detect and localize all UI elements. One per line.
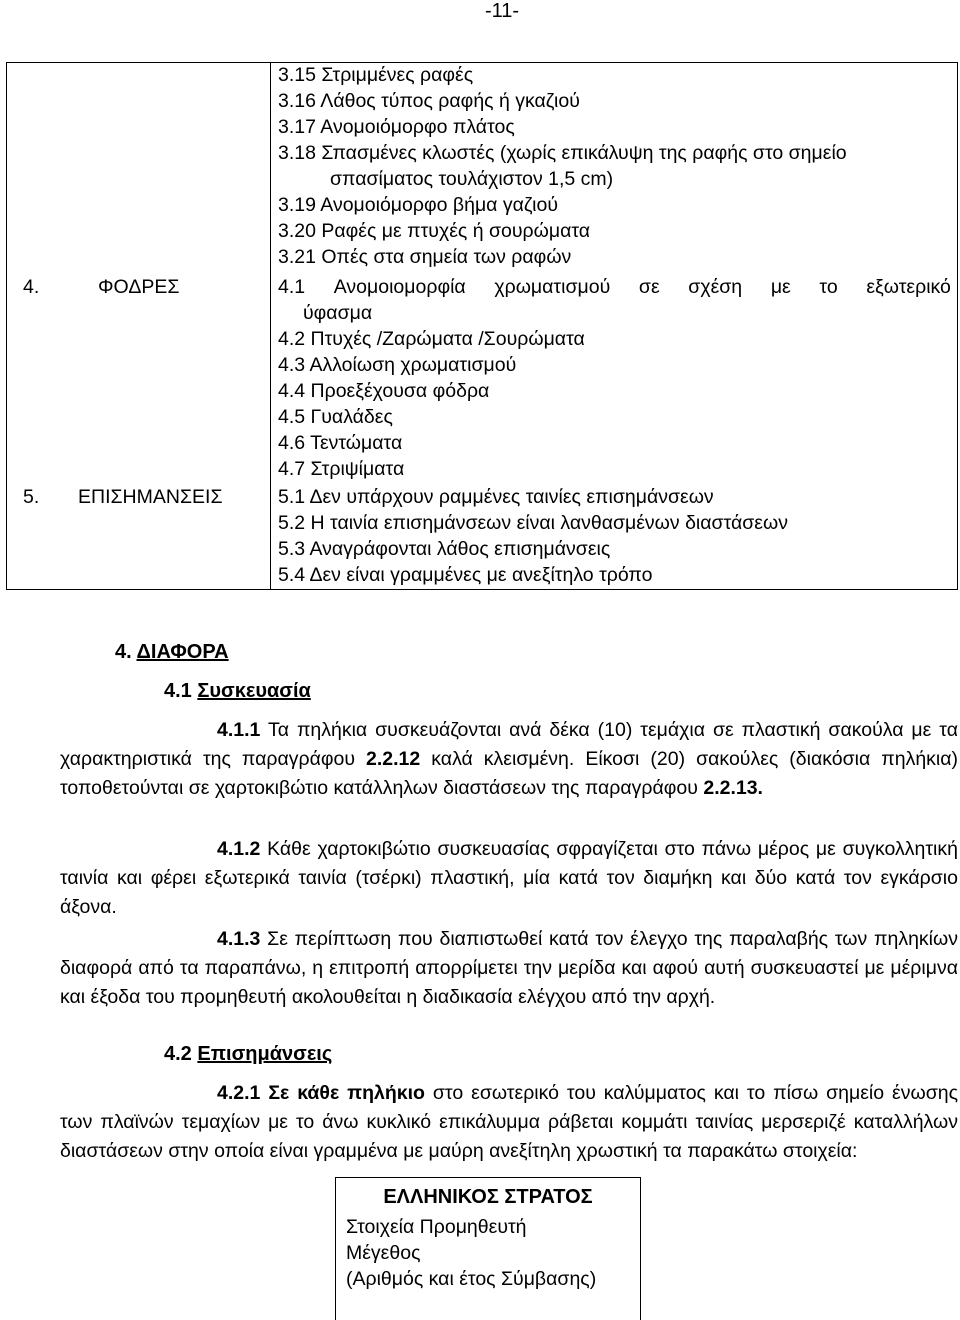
list-item: 4.6 Τεντώματα	[278, 432, 403, 454]
list-item: 5.2 Η ταινία επισημάνσεων είναι λανθασμένων διαστάσεων	[278, 512, 788, 534]
list-item: σπασίματος τουλάχιστον 1,5 cm)	[330, 168, 614, 190]
label-box-line: (Αριθμός και έτος Σύμβασης)	[346, 1268, 597, 1290]
list-item: 3.16 Λάθος τύπος ραφής ή γκαζιού	[278, 90, 580, 112]
table-row-4-number: 4.	[23, 276, 40, 298]
section-heading: 4. ΔΙΑΦΟΡΑ	[115, 641, 229, 663]
list-item: 3.20 Ραφές με πτυχές ή σουρώματα	[278, 220, 591, 242]
table-row-3-items	[278, 62, 847, 270]
table-row-4-item-1: 4.1 Ανομοιομορφία χρωματισμού σε σχέση με το εξωτερικό	[278, 276, 951, 298]
page-number: -11-	[485, 0, 520, 22]
list-item: 5.3 Αναγράφονται λάθος επισημάνσεις	[278, 538, 611, 560]
list-item: 5.4 Δεν είναι γραμμένες με ανεξίτηλο τρόπο	[278, 564, 653, 586]
list-item: 3.21 Οπές στα σημεία των ραφών	[278, 246, 572, 268]
list-item: 3.18 Σπασμένες κλωστές (χωρίς επικάλυψη της ραφής στο σημείο	[278, 142, 847, 164]
list-item: 3.17 Ανομοιόμορφο πλάτος	[278, 116, 515, 138]
table-row-5-items	[278, 484, 788, 588]
label-sample-box	[335, 1177, 641, 1320]
list-item: 4.7 Στριψίματα	[278, 458, 405, 480]
label-box-title: ΕΛΛΗΝΙΚΟΣ ΣΤΡΑΤΟΣ	[383, 1186, 593, 1208]
list-item: 5.1 Δεν υπάρχουν ραμμένες ταινίες επισημάνσεων	[278, 486, 714, 508]
paragraph-4-1-3: 4.1.3 Σε περίπτωση που διαπιστωθεί κατά τον έλεγχο της παραλαβής των πηληκίων διαφορά από τα παραπάνω, η επιτροπή απορρίμετει την μερίδα και αφού αυτή συσκευαστεί με μέριμνα και έξοδα του προμηθευτή ακολουθείται η διαδικασία ελέγχου από την αρχή.	[60, 928, 958, 1008]
paragraph-4-2-1: 4.2.1 Σε κάθε πηλήκιο στο εσωτερικό του καλύμματος και το πίσω σημείο ένωσης των πλαϊνών τεμαχίων με το άνω κυκλικό επικάλυμμα ράβεται κομμάτι ταινίας μερσεριζέ καταλλήλων διαστάσεων στην οποία είναι γραμμένα με μαύρη ανεξίτηλη χρωστική τα παρακάτω στοιχεία:	[60, 1082, 958, 1162]
list-item: 3.15 Στριμμένες ραφές	[278, 64, 474, 86]
subsection-heading-4-2: 4.2 Επισημάνσεις	[164, 1043, 333, 1065]
label-box-line: Μέγεθος	[346, 1242, 421, 1264]
list-item: 4.4 Προεξέχουσα φόδρα	[278, 380, 490, 402]
list-item: 4.5 Γυαλάδες	[278, 406, 393, 428]
table-row-5-label: ΕΠΙΣΗΜΑΝΣΕΙΣ	[78, 486, 223, 508]
table-row-4-items	[278, 326, 585, 482]
table-row-4-label: ΦΟΔΡΕΣ	[98, 276, 180, 298]
list-item: 3.19 Ανομοιόμορφο βήμα γαζιού	[278, 194, 558, 216]
list-item: 4.3 Αλλοίωση χρωματισμού	[278, 354, 517, 376]
paragraph-4-1-2: 4.1.2 Κάθε χαρτοκιβώτιο συσκευασίας σφραγίζεται στο πάνω μέρος με συγκολλητική ταινία και φέρει εξωτερικά ταινία (τσέρκι) πλαστική, μία κατά τον διαμήκη και δύο κατά τον εγκάρσιο άξονα.	[60, 838, 958, 918]
label-box-line: Στοιχεία Προμηθευτή	[346, 1216, 527, 1238]
list-item: 4.2 Πτυχές /Ζαρώματα /Σουρώματα	[278, 328, 585, 350]
table-row-4-item-1-cont: ύφασμα	[303, 302, 373, 324]
table-row-5-number: 5.	[23, 486, 40, 508]
paragraph-4-1-1: 4.1.1 Τα πηλήκια συσκευάζονται ανά δέκα (10) τεμάχια σε πλαστική σακούλα με τα χαρακτηριστικά της παραγράφου 2.2.12 καλά κλεισμένη. Είκοσι (20) σακούλες (διακόσια πηλήκια) τοποθετούνται σε χαρτοκιβώτιο κατάλληλων διαστάσεων της παραγράφου 2.2.13.	[60, 719, 959, 799]
subsection-heading-4-1: 4.1 Συσκευασία	[164, 680, 311, 702]
table-column-divider	[270, 62, 271, 590]
